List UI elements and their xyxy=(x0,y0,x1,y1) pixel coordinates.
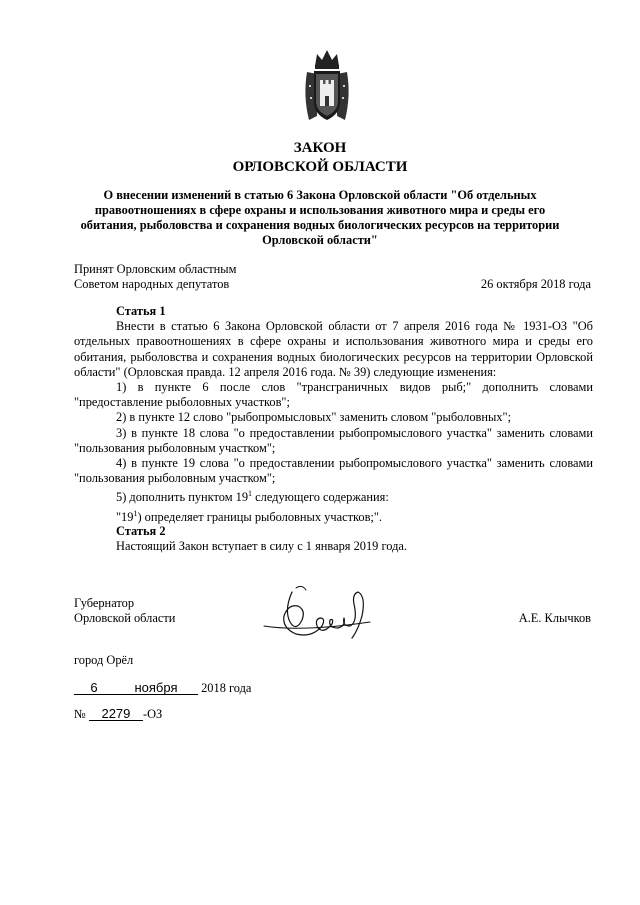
law-number-value: 2279 xyxy=(89,706,143,721)
article-2 xyxy=(74,524,593,554)
number-sign: № xyxy=(74,707,86,721)
article-1 xyxy=(74,304,593,525)
signing-date xyxy=(74,680,251,696)
signing-year: 2018 года xyxy=(201,681,252,695)
article-1-item-2: 2) в пункте 12 слово "рыбопромысловых" заменить словом "рыболовных"; xyxy=(116,410,512,425)
article-1-title: Статья 1 xyxy=(116,304,166,318)
signing-month: ноября xyxy=(114,680,198,695)
item-5-text: 5) дополнить пунктом 19 xyxy=(116,490,249,505)
article-1-item-5 xyxy=(74,486,593,505)
article-2-text: Настоящий Закон вступает в силу с 1 января 2019 года. xyxy=(116,539,407,554)
article-1-item-1: 1) в пункте 6 после слов "трансграничных видов рыб;" дополнить словами "предоставление рыболовных участков"; xyxy=(74,380,593,410)
law-title: ЗАКОН xyxy=(293,140,347,156)
signature-icon xyxy=(262,582,382,644)
coat-of-arms-icon xyxy=(301,46,353,124)
signing-day: 6 xyxy=(74,680,114,695)
item-5-superscript: 1 xyxy=(248,489,253,499)
region-title: ОРЛОВСКОЙ ОБЛАСТИ xyxy=(232,159,408,175)
law-number xyxy=(74,706,162,722)
city: город Орёл xyxy=(74,653,134,667)
quote-superscript: 1 xyxy=(133,508,138,518)
article-2-title: Статья 2 xyxy=(116,524,166,538)
signatory-position-2: Орловской области xyxy=(74,611,176,625)
signatory-name: А.Е. Клычков xyxy=(518,611,591,625)
adoption-date: 26 октября 2018 года xyxy=(480,277,591,291)
article-1-item-3: 3) в пункте 18 слова "о предоставлении рыбопромыслового участка" заменить словами "пользования рыболовным участком"; xyxy=(74,425,593,455)
quote-text: "19 xyxy=(116,509,134,524)
law-number-suffix: -ОЗ xyxy=(142,707,163,721)
article-1-quote xyxy=(74,506,593,525)
adoption-line-1: Принят Орловским областным xyxy=(74,262,237,276)
article-1-intro: Внести в статью 6 Закона Орловской области от 7 апреля 2016 года № 1931-ОЗ "Об отдельных правоотношениях в сфере охраны и использования животного мира и среды его обитания, рыболовства и сохранения водных биологических ресурсов на территории Орловской области" (Орловская правда. 12 апреля 2016 года. № 39) следующие изменения: xyxy=(74,319,593,379)
article-1-item-4: 4) в пункте 19 слова "о предоставлении рыбопромыслового участка" заменить словами "пользования рыболовным участком"; xyxy=(74,456,593,486)
law-subject: О внесении изменений в статью 6 Закона Орловской области "Об отдельных правоотношениях в сфере охраны и использования животного мира и среды его обитания, рыболовства и сохранения водных биологических ресурсов на территории Орловской области" xyxy=(80,188,560,247)
item-5-text-end: следующего содержания: xyxy=(252,490,389,505)
adoption-line-2: Советом народных депутатов xyxy=(74,277,230,291)
signatory-position-1: Губернатор xyxy=(74,596,135,610)
quote-text-end: ) определяет границы рыболовных участков;". xyxy=(137,509,383,524)
